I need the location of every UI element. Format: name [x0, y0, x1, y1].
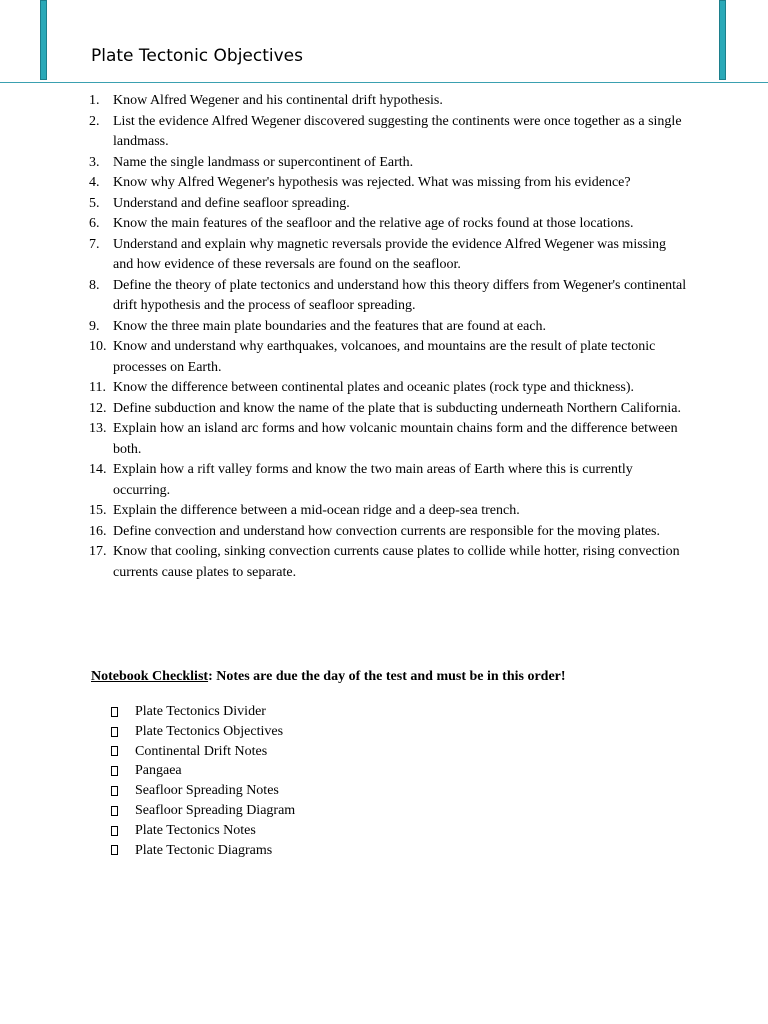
- objective-number: 9.: [89, 318, 100, 334]
- objective-number: 3.: [89, 154, 100, 170]
- checklist-item-label: Plate Tectonics Divider: [135, 704, 266, 719]
- checklist: [111, 702, 295, 860]
- objective-text: Explain the difference between a mid-ocean ridge and a deep-sea trench.: [113, 503, 520, 518]
- objective-number: 8.: [89, 277, 100, 293]
- right-accent-bar: [719, 0, 726, 80]
- checklist-item: [111, 722, 295, 742]
- checkbox-icon: [111, 845, 118, 855]
- objective-number: 7.: [89, 236, 100, 252]
- left-accent-bar: [40, 0, 47, 80]
- objective-text: Know the difference between continental plates and oceanic plates (rock type and thickness).: [113, 380, 635, 395]
- checkbox-icon: [111, 746, 118, 756]
- checklist-item-label: Pangaea: [135, 763, 182, 779]
- checklist-item-label: Plate Tectonics Notes: [135, 822, 256, 838]
- objective-number: 13.: [89, 421, 107, 436]
- objective-number: 6.: [89, 216, 100, 231]
- checklist-item: [111, 821, 295, 841]
- objective-text: Define convection and understand how convection currents are responsible for the moving plates.: [113, 523, 660, 539]
- objective-text: Name the single landmass or supercontinent of Earth.: [113, 154, 414, 170]
- objective-item: [89, 173, 689, 194]
- objective-item: [89, 91, 689, 112]
- objective-number: 4.: [89, 175, 100, 190]
- objective-item: [89, 235, 689, 276]
- checklist-item: [111, 781, 295, 801]
- objective-number: 14.: [89, 462, 107, 477]
- checklist-item: [111, 702, 295, 722]
- checkbox-icon: [111, 707, 118, 717]
- objective-text: Explain how an island arc forms and how volcanic mountain chains form and the difference between both.: [113, 421, 678, 457]
- objective-item: [89, 419, 689, 460]
- objective-text: Know the three main plate boundaries and the features that are found at each.: [113, 318, 547, 334]
- objective-item: [89, 522, 689, 543]
- checklist-item: [111, 761, 295, 781]
- objective-number: 5.: [89, 195, 100, 211]
- objective-text: Understand and explain why magnetic reversals provide the evidence Alfred Wegener was missing and how evidence of these reversals are found on the seafloor.: [113, 236, 666, 272]
- objective-item: [89, 501, 689, 522]
- objective-text: Define the theory of plate tectonics and understand how this theory differs from Wegener's continental drift hypothesis and the process of seafloor spreading.: [113, 277, 687, 313]
- objective-number: 11.: [89, 380, 106, 395]
- objective-item: [89, 214, 689, 235]
- checklist-item: [111, 801, 295, 821]
- objective-text: Know that cooling, sinking convection currents cause plates to collide while hotter, rising convection currents cause plates to separate.: [113, 544, 680, 580]
- page-title: Plate Tectonic Objectives: [91, 46, 304, 66]
- checklist-heading-text: : Notes are due the day of the test and must be in this order!: [208, 669, 566, 684]
- objectives-list: [89, 91, 689, 583]
- objective-number: 15.: [89, 503, 107, 518]
- objective-item: [89, 194, 689, 215]
- objective-item: [89, 460, 689, 501]
- objective-text: List the evidence Alfred Wegener discovered suggesting the continents were once together as a single landmass.: [113, 113, 682, 149]
- objective-item: [89, 276, 689, 317]
- checklist-item-label: Seafloor Spreading Diagram: [135, 802, 296, 818]
- checkbox-icon: [111, 826, 118, 836]
- objective-number: 1.: [89, 93, 100, 108]
- checklist-item-label: Continental Drift Notes: [135, 743, 268, 759]
- objective-item: [89, 337, 689, 378]
- header-rule: [0, 82, 768, 83]
- objective-text: Understand and define seafloor spreading.: [113, 195, 350, 211]
- objective-text: Define subduction and know the name of the plate that is subducting underneath Northern California.: [113, 400, 682, 416]
- objective-number: 2.: [89, 113, 100, 129]
- objective-number: 12.: [89, 400, 107, 416]
- objective-item: [89, 153, 689, 174]
- checklist-item-label: Plate Tectonics Objectives: [135, 723, 284, 739]
- objective-number: 17.: [89, 544, 107, 559]
- checklist-item: [111, 742, 295, 762]
- objective-item: [89, 317, 689, 338]
- checklist-heading: [91, 669, 731, 685]
- objective-text: Know the main features of the seafloor and the relative age of rocks found at those locations.: [113, 216, 634, 231]
- checkbox-icon: [111, 786, 118, 796]
- objective-text: Know and understand why earthquakes, volcanoes, and mountains are the result of plate tectonic processes on Earth.: [113, 339, 656, 375]
- checklist-item: [111, 841, 295, 861]
- checklist-heading-label: Notebook Checklist: [91, 669, 209, 684]
- objective-number: 16.: [89, 523, 107, 539]
- objective-text: Know Alfred Wegener and his continental drift hypothesis.: [113, 93, 443, 108]
- checkbox-icon: [111, 806, 118, 816]
- objective-number: 10.: [89, 339, 107, 354]
- objective-item: [89, 542, 689, 583]
- checklist-item-label: Seafloor Spreading Notes: [135, 783, 279, 799]
- checkbox-icon: [111, 727, 118, 737]
- objective-item: [89, 378, 689, 399]
- objective-text: Explain how a rift valley forms and know the two main areas of Earth where this is currently occurring.: [113, 462, 633, 498]
- objective-item: [89, 112, 689, 153]
- objective-text: Know why Alfred Wegener's hypothesis was rejected. What was missing from his evidence?: [113, 175, 631, 190]
- checklist-item-label: Plate Tectonic Diagrams: [135, 842, 273, 858]
- checkbox-icon: [111, 766, 118, 776]
- objective-item: [89, 399, 689, 420]
